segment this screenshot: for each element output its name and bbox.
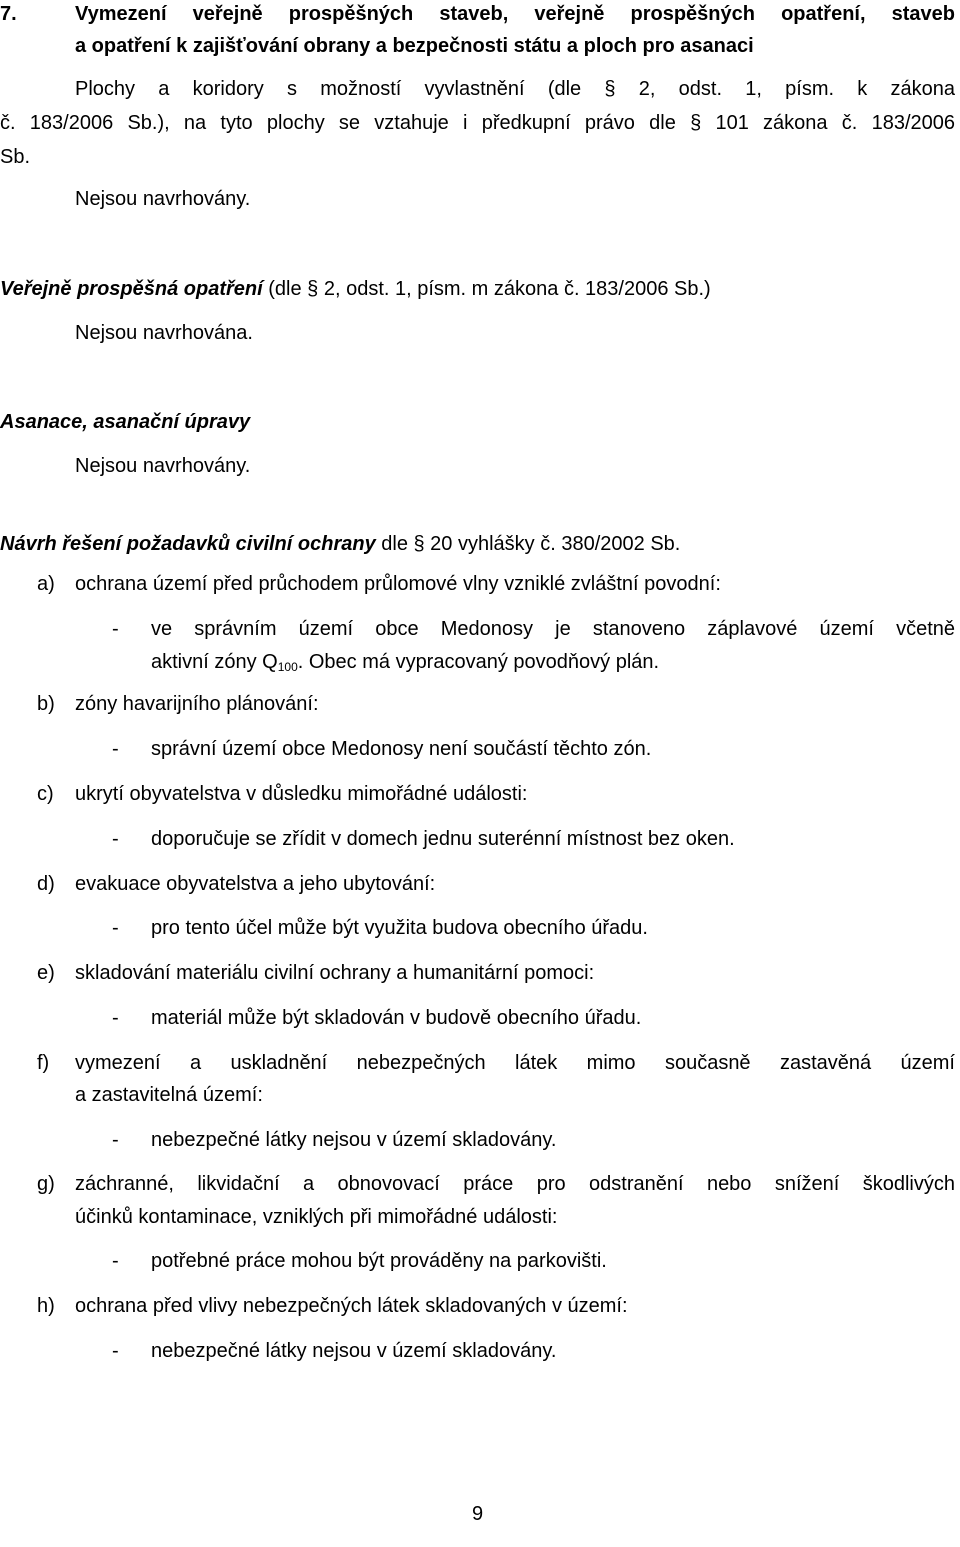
item-a-dash: - [112, 618, 119, 640]
item-d-text: evakuace obyvatelstva a jeho ubytování: [75, 873, 436, 895]
item-d-detail: pro tento účel může být využita budova obecního úřadu. [151, 917, 648, 939]
item-a-detail2-pre: aktivní zóny Q [151, 651, 278, 673]
item-d-letter: d) [37, 873, 55, 895]
para1-line2: č. 183/2006 Sb.), na tyto plochy se vztahuje i předkupní právo dle § 101 zákona č. 183/2006 [0, 112, 955, 134]
item-b-text: zóny havarijního plánování: [75, 693, 319, 715]
item-c-detail: doporučuje se zřídit v domech jednu suterénní místnost bez oken. [151, 828, 735, 850]
item-g-letter: g) [37, 1173, 55, 1195]
item-f-dash: - [112, 1129, 119, 1151]
item-f-text2: a zastavitelná území: [75, 1084, 263, 1106]
item-a-detail1: ve správním území obce Medonosy je stanoveno záplavové území včetně [151, 618, 955, 640]
item-a-detail2-post: . Obec má vypracovaný povodňový plán. [297, 651, 660, 673]
asanace-status: Nejsou navrhovány. [75, 455, 251, 477]
civil-heading-suffix: dle § 20 vyhlášky č. 380/2002 Sb. [375, 533, 681, 555]
item-a-letter: a) [37, 573, 55, 595]
asanace-heading: Asanace, asanační úpravy [0, 411, 251, 433]
item-c-dash: - [112, 828, 119, 850]
item-b-detail: správní území obce Medonosy není součástí těchto zón. [151, 738, 652, 760]
item-h-letter: h) [37, 1295, 55, 1317]
vpo-heading: Veřejně prospěšná opatření [0, 278, 263, 300]
item-e-dash: - [112, 1007, 119, 1029]
para1-status: Nejsou navrhovány. [75, 188, 251, 210]
civil-heading-line [0, 532, 680, 556]
item-a-text: ochrana území před průchodem průlomové vlny vzniklé zvláštní povodní: [75, 573, 721, 595]
vpo-heading-line [0, 277, 711, 301]
vpo-heading-suffix: (dle § 2, odst. 1, písm. m zákona č. 183/2006 Sb.) [262, 278, 711, 300]
item-c-letter: c) [37, 783, 54, 805]
item-e-letter: e) [37, 962, 55, 984]
item-d-dash: - [112, 917, 119, 939]
para1-line1: Plochy a koridory s možností vyvlastnění (dle § 2, odst. 1, písm. k zákona [75, 78, 955, 100]
item-g-text2: účinků kontaminace, vzniklých při mimořádné události: [75, 1206, 558, 1228]
item-a-detail2 [151, 650, 659, 674]
item-h-text: ochrana před vlivy nebezpečných látek skladovaných v území: [75, 1295, 628, 1317]
item-f-text1: vymezení a uskladnění nebezpečných látek mimo současně zastavěná území [75, 1052, 955, 1074]
item-f-letter: f) [37, 1052, 50, 1074]
section-title-line2: a opatření k zajišťování obrany a bezpečnosti státu a ploch pro asanaci [75, 35, 754, 57]
item-g-detail: potřebné práce mohou být prováděny na parkovišti. [151, 1250, 607, 1272]
section-number: 7. [0, 3, 17, 25]
item-e-detail: materiál může být skladován v budově obecního úřadu. [151, 1007, 642, 1029]
civil-heading: Návrh řešení požadavků civilní ochrany [0, 533, 376, 555]
item-h-dash: - [112, 1340, 119, 1362]
item-a-detail2-sub: 100 [277, 660, 298, 674]
para1-line3: Sb. [0, 146, 31, 168]
item-f-detail: nebezpečné látky nejsou v území skladovány. [151, 1129, 557, 1151]
page-number: 9 [472, 1503, 484, 1525]
item-g-text1: záchranné, likvidační a obnovovací práce pro odstranění nebo snížení škodlivých [75, 1173, 955, 1195]
section-title-line1: Vymezení veřejně prospěšných staveb, veřejně prospěšných opatření, staveb [75, 3, 955, 25]
item-h-detail: nebezpečné látky nejsou v území skladovány. [151, 1340, 557, 1362]
item-b-dash: - [112, 738, 119, 760]
item-e-text: skladování materiálu civilní ochrany a humanitární pomoci: [75, 962, 595, 984]
item-b-letter: b) [37, 693, 55, 715]
item-g-dash: - [112, 1250, 119, 1272]
item-c-text: ukrytí obyvatelstva v důsledku mimořádné události: [75, 783, 528, 805]
vpo-status: Nejsou navrhována. [75, 322, 253, 344]
